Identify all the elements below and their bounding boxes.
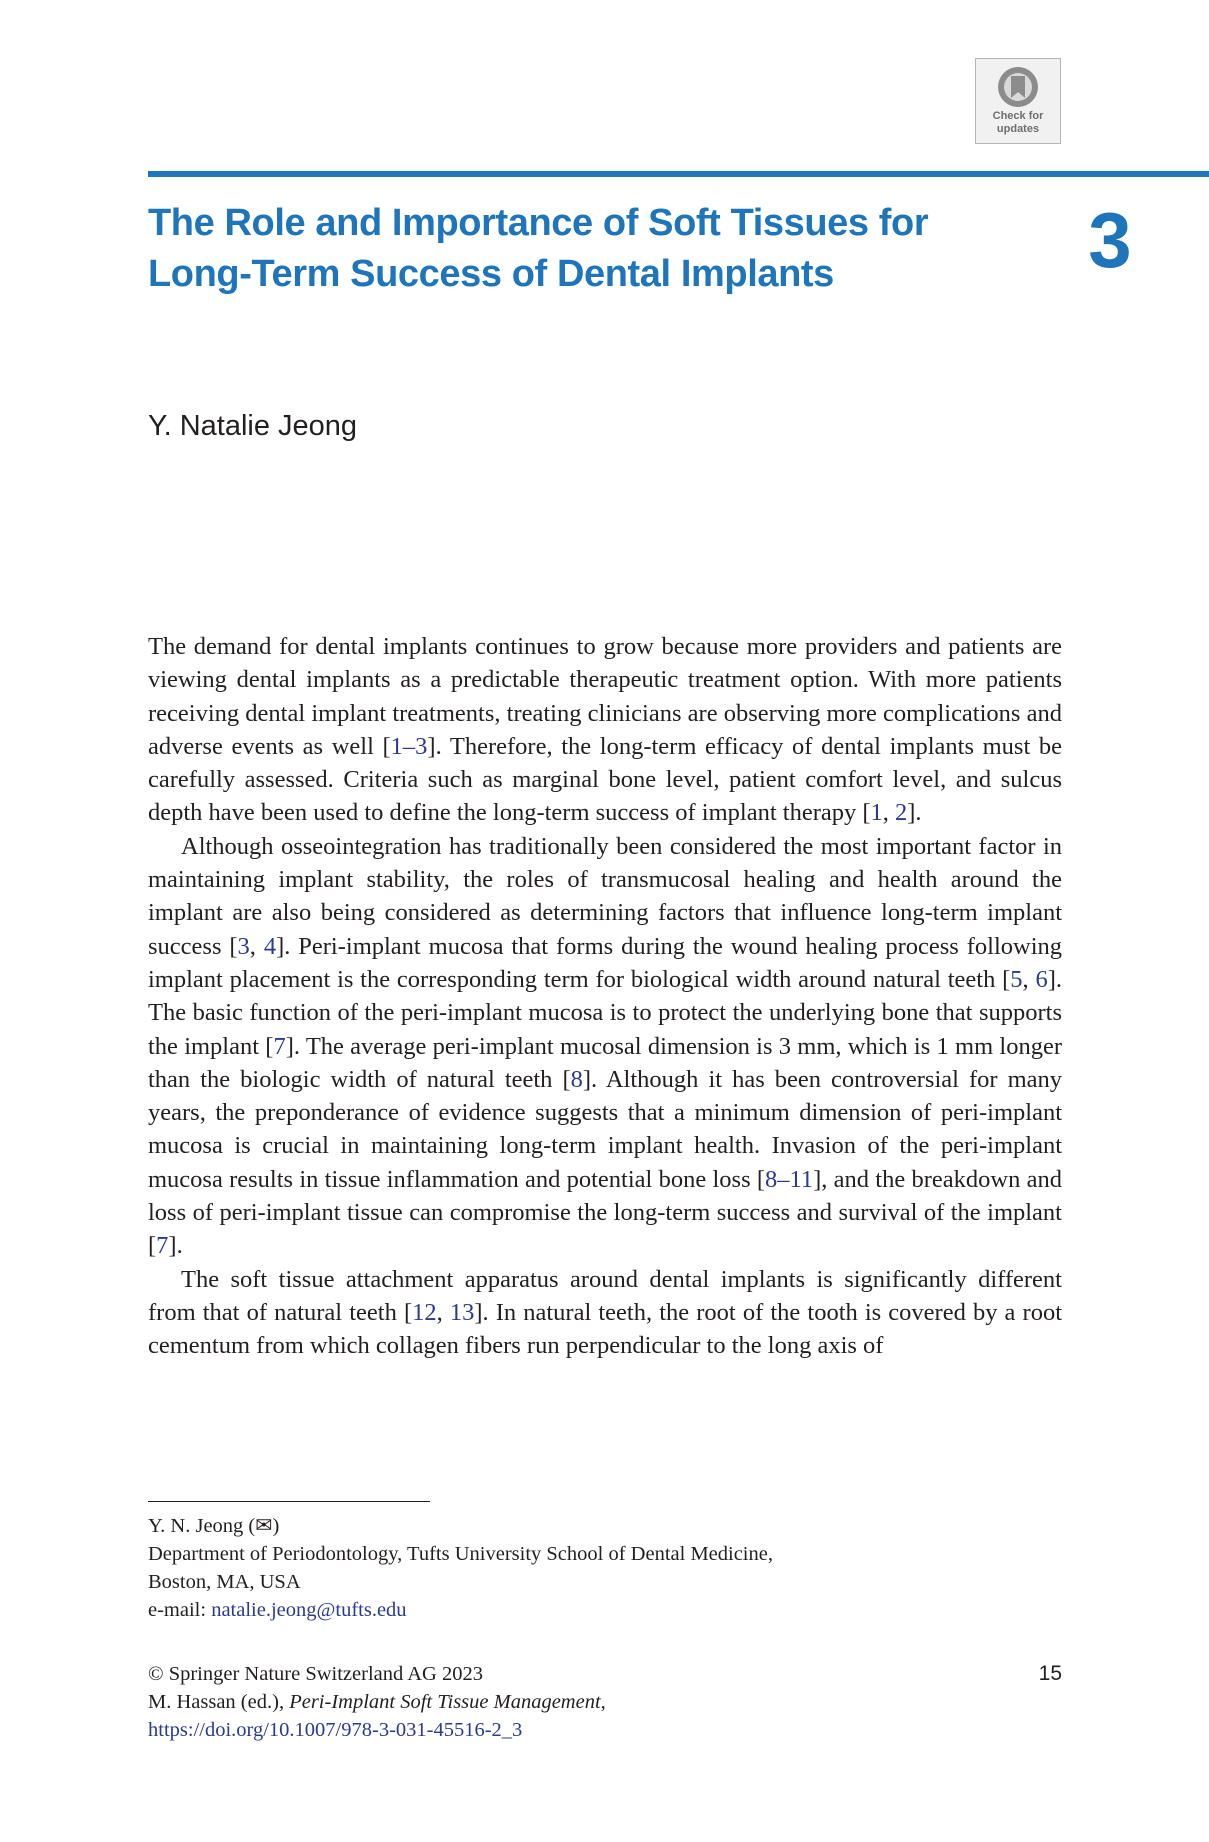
check-for-updates-badge[interactable] [975, 58, 1061, 144]
citation-link[interactable]: 12 [412, 1298, 437, 1326]
citation-link[interactable]: 5 [1010, 965, 1023, 993]
chapter-top-rule [148, 171, 1209, 177]
book-citation: M. Hassan (ed.), Peri-Implant Soft Tissue Management, [148, 1691, 606, 1713]
badge-line-2: updates [996, 123, 1040, 135]
footnote-affiliation-1: Department of Periodontology, Tufts University School of Dental Medicine, [148, 1543, 773, 1565]
envelope-icon: ✉ [255, 1515, 273, 1537]
copyright-line: © Springer Nature Switzerland AG 2023 [148, 1663, 483, 1685]
citation-link[interactable]: 13 [449, 1298, 475, 1326]
citation-link[interactable]: 1 [870, 799, 883, 827]
citation-link[interactable]: 2 [895, 799, 908, 827]
page-footer [148, 1660, 1062, 1744]
citation-link[interactable]: 7 [273, 1032, 286, 1060]
citation-link[interactable]: 1–3 [390, 732, 428, 760]
page-number: 15 [1038, 1662, 1062, 1685]
bookmark-check-icon [996, 65, 1040, 109]
citation-link[interactable]: 7 [156, 1232, 169, 1260]
body-text [148, 630, 1062, 1363]
chapter-title: The Role and Importance of Soft Tissues for Long-Term Success of Dental Implants [148, 202, 929, 295]
citation-link[interactable]: 3 [237, 932, 250, 960]
chapter-author: Y. Natalie Jeong [148, 410, 358, 442]
footnote-email: e-mail: natalie.jeong@tufts.edu [148, 1599, 407, 1621]
citation-link[interactable]: 6 [1035, 965, 1048, 993]
citation-link[interactable]: 8 [570, 1065, 583, 1093]
footnote-affiliation-2: Boston, MA, USA [148, 1571, 301, 1593]
chapter-number: 3 [1088, 196, 1132, 284]
email-link[interactable]: natalie.jeong@tufts.edu [211, 1599, 407, 1621]
footnote-author: Y. N. Jeong (✉) [148, 1515, 280, 1537]
author-footnote [148, 1512, 1048, 1624]
citation-link[interactable]: 4 [263, 932, 277, 960]
badge-line-1: Check for [992, 110, 1044, 122]
paragraph-1: The demand for dental implants continues to grow because more providers and patients are viewing dental implants as a predictable therapeutic treatment option. With more patients receiving dental implant treatments, treating clinicians are observing more complications and adverse events as well [1–3]. Therefore, the long-term efficacy of dental implants must be carefully assessed. Criteria such as marginal bone level, patient comfort level, and sulcus depth have been used to define the long-term success of implant therapy [1, 2]. [148, 633, 1063, 827]
citation-link[interactable]: 8–11 [765, 1165, 814, 1193]
paragraph-3: The soft tissue attachment apparatus around dental implants is significantly different from that of natural teeth [12, 13]. In natural teeth, the root of the tooth is covered by a root cementum from which collagen fibers run perpendicular to the long axis of [148, 1265, 1062, 1360]
paragraph-2: Although osseointegration has traditionally been considered the most important factor in maintaining implant stability, the roles of transmucosal healing and health around the implant are also being considered as determining factors that influence long-term implant success [3, 4]. Peri-implant mucosa that forms during the wound healing process following implant placement is the corresponding term for biological width around natural teeth [5, 6]. The basic function of the peri-implant mucosa is to protect the underlying bone that supports the implant [7]. The average peri-implant mucosal dimension is 3 mm, which is 1 mm longer than the biologic width of natural teeth [8]. Although it has been controversial for many years, the preponderance of evidence suggests that a minimum dimension of peri-implant mucosa is crucial in maintaining long-term implant health. Invasion of the peri-implant mucosa results in tissue inflammation and potential bone loss [8–11], and the breakdown and loss of peri-implant tissue can compromise the long-term success and survival of the implant [7]. [148, 832, 1063, 1260]
book-title: Peri-Implant Soft Tissue Management [289, 1691, 601, 1713]
footnote-rule [148, 1501, 430, 1502]
doi-link[interactable]: https://doi.org/10.1007/978-3-031-45516-2_3 [148, 1719, 523, 1741]
